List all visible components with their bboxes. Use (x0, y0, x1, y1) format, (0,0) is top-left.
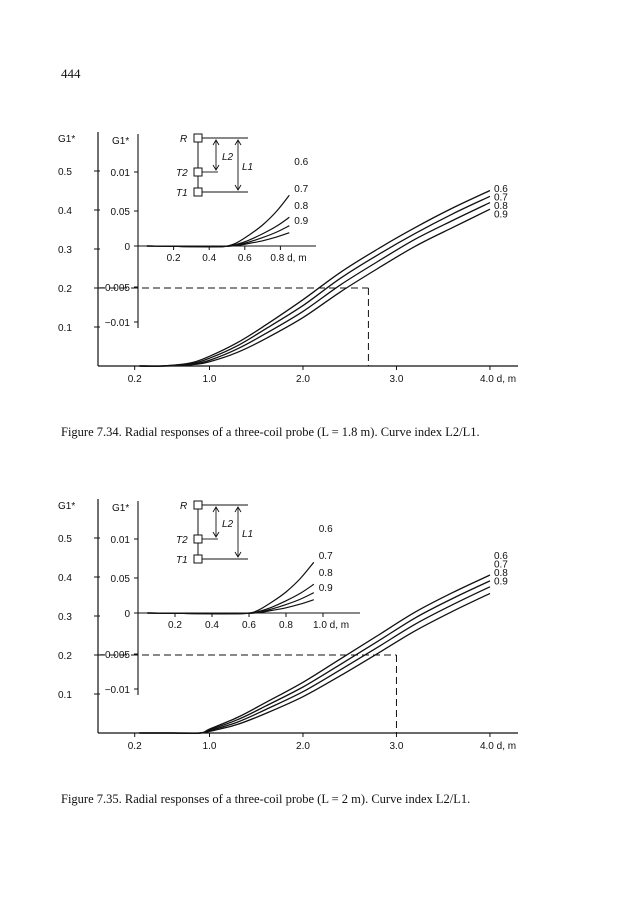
main-x-tick-label: 3.0 (389, 741, 404, 752)
figure-7-35-caption: Figure 7.35. Radial responses of a three-coil probe (L = 2 m). Curve index L2/L1. (61, 792, 471, 806)
inset-series-0.7 (147, 217, 289, 246)
inset-x-tick-label: 0.8 d, m (270, 253, 307, 264)
inset-series-0.8 (147, 593, 313, 614)
main-y-tick-label: 0.1 (58, 690, 72, 701)
main-y-tick-label: 0.1 (58, 323, 72, 334)
probe-label-R: R (180, 501, 188, 512)
coil-T1 (194, 555, 202, 563)
inset-series-label: 0.7 (294, 184, 309, 195)
inset-x-tick-label: 0.2 (166, 253, 181, 264)
probe-schematic (176, 501, 253, 566)
main-series-0.9 (139, 593, 490, 733)
inset-series-label: 0.9 (294, 216, 309, 227)
inset-y-tick-label: 0 (124, 242, 130, 253)
main-y-tick-label: 0.4 (58, 573, 72, 584)
main-y-axis-label: G1* (58, 134, 76, 145)
inset-x-tick-label: 1.0 d, m (313, 620, 350, 631)
coil-R (194, 134, 202, 142)
inset-series-0.9 (147, 233, 289, 247)
inset-series-label: 0.6 (294, 157, 309, 168)
inset-series-0.7 (147, 584, 313, 613)
main-y-tick-label: 0.5 (58, 534, 72, 545)
main-series-0.8 (139, 203, 490, 367)
figure-7-34-caption: Figure 7.34. Radial responses of a three-coil probe (L = 1.8 m). Curve index L2/L1. (61, 425, 480, 439)
main-series-label: 0.6 (493, 551, 508, 562)
inset-series-label: 0.8 (294, 201, 309, 212)
inset-y-tick-label: 0.05 (110, 574, 130, 585)
main-x-tick-label: 2.0 (296, 741, 310, 752)
main-y-tick-label: 0.2 (58, 284, 72, 295)
probe-label-L1: L1 (242, 529, 254, 540)
main-y-tick-label: 0.4 (58, 206, 72, 217)
coil-R (194, 501, 202, 509)
main-series-label: 0.6 (493, 184, 508, 195)
inset-x-tick-label: 0.2 (168, 620, 182, 631)
inset-series-0.8 (147, 226, 289, 247)
main-series-0.6 (139, 191, 490, 367)
inset-y-tick-label: 0.05 (110, 207, 130, 218)
inset-y-tick-label: −0.005 (99, 650, 130, 661)
main-x-tick-label: 3.0 (389, 374, 404, 385)
probe-label-L2: L2 (222, 152, 234, 163)
main-series-label: 0.8 (493, 568, 508, 579)
inset-series-0.6 (147, 562, 313, 613)
main-series-label: 0.9 (493, 209, 508, 221)
inset-y-tick-label: 0 (124, 609, 130, 620)
coil-T2 (194, 168, 202, 176)
main-series-label: 0.7 (493, 559, 508, 571)
inset-y-tick-label: −0.005 (99, 283, 130, 294)
inset-x-tick-label: 0.4 (205, 620, 219, 631)
probe-schematic (176, 134, 253, 199)
coil-T1 (194, 188, 202, 196)
probe-label-R: R (180, 134, 188, 145)
inset-x-tick-label: 0.4 (202, 253, 217, 264)
main-series-label: 0.9 (493, 576, 508, 588)
probe-label-T2: T2 (176, 168, 188, 179)
inset-series-label: 0.8 (318, 568, 333, 579)
main-y-tick-label: 0.3 (58, 612, 72, 623)
main-x-tick-label: 4.0 d, m (479, 741, 517, 752)
inset-y-tick-label: −0.01 (104, 685, 130, 696)
inset-series-label: 0.9 (318, 583, 333, 594)
main-series-0.7 (139, 196, 490, 366)
inset-x-tick-label: 0.6 (237, 253, 252, 264)
main-series-label: 0.7 (493, 192, 508, 204)
inset-y-axis-label: G1* (112, 503, 130, 514)
probe-label-L2: L2 (222, 519, 234, 530)
inset-series-label: 0.6 (318, 524, 333, 535)
inset-series-label: 0.7 (318, 551, 333, 562)
main-series-0.6 (139, 575, 490, 733)
inset-x-tick-label: 0.8 (279, 620, 293, 631)
main-x-tick-label: 2.0 (296, 374, 310, 385)
inset-x-tick-label: 0.6 (242, 620, 256, 631)
inset-y-axis-label: G1* (112, 136, 130, 147)
main-y-tick-label: 0.2 (58, 651, 72, 662)
main-y-tick-label: 0.5 (58, 167, 72, 178)
probe-label-T1: T1 (176, 188, 188, 199)
main-series-0.7 (139, 581, 490, 733)
main-y-tick-label: 0.3 (58, 245, 72, 256)
inset-y-tick-label: 0.01 (110, 168, 130, 179)
probe-label-T2: T2 (176, 535, 188, 546)
main-x-tick-label: 4.0 d, m (479, 374, 517, 385)
page-number: 444 (61, 66, 81, 81)
coil-T2 (194, 535, 202, 543)
probe-label-L1: L1 (242, 162, 254, 173)
main-x-tick-label: 0.2 (127, 374, 142, 385)
probe-label-T1: T1 (176, 555, 188, 566)
main-x-tick-label: 0.2 (127, 741, 142, 752)
main-y-axis-label: G1* (58, 501, 76, 512)
figure-7-35 (0, 487, 622, 762)
main-x-tick-label: 1.0 (202, 741, 217, 752)
main-series-0.8 (139, 587, 490, 733)
main-series-label: 0.8 (493, 201, 508, 212)
figure-7-34 (0, 120, 622, 395)
inset-y-tick-label: 0.01 (110, 535, 130, 546)
inset-y-tick-label: −0.01 (104, 318, 130, 329)
inset-series-0.9 (147, 600, 313, 614)
main-x-tick-label: 1.0 (202, 374, 217, 385)
